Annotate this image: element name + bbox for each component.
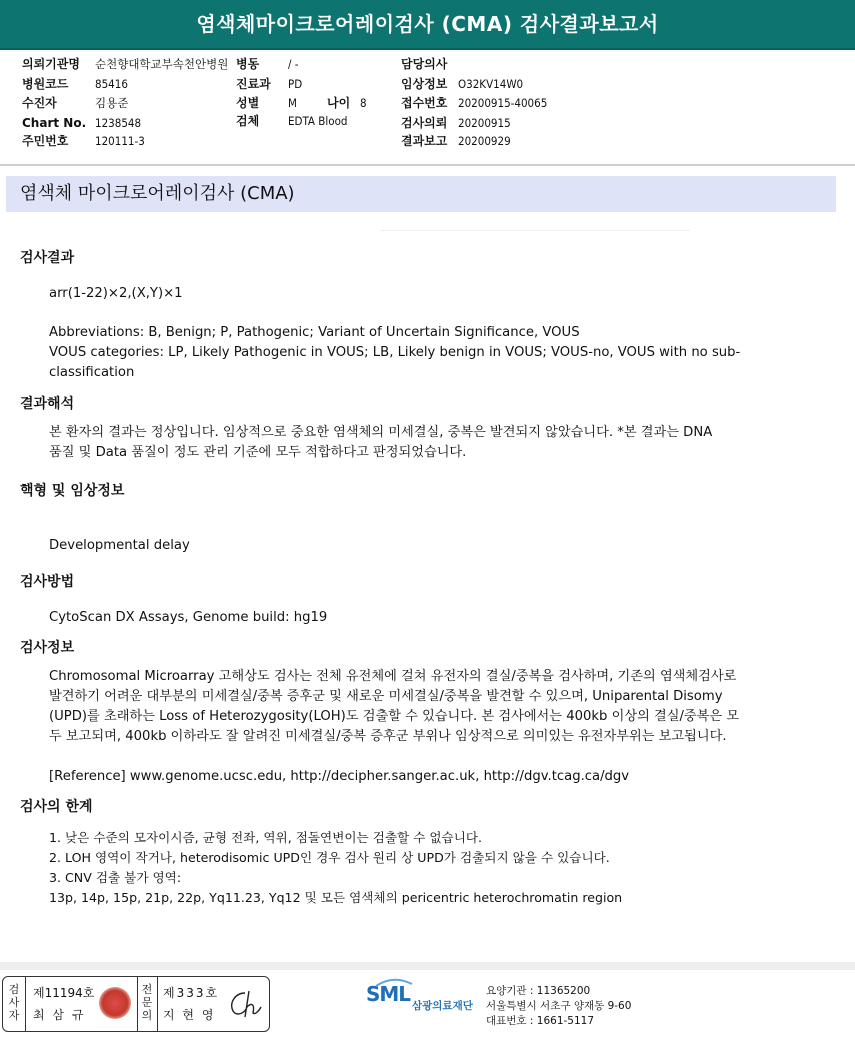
interpretation-heading: 결과해석 xyxy=(20,396,75,412)
method-heading: 검사방법 xyxy=(20,574,75,590)
hospital-value: 순천향대학교부속천안병원 xyxy=(95,57,229,71)
chart-label: Chart No. xyxy=(22,116,87,130)
result-vous-categories: VOUS categories: LP, Likely Pathogenic in VOUS; LB, Likely benign in VOUS; VOUS-no, VOUS with no sub- xyxy=(49,345,741,360)
method-value: CytoScan DX Assays, Genome build: hg19 xyxy=(49,610,328,625)
test-info-reference: [Reference] www.genome.ucsc.edu, http://decipher.sanger.ac.uk, http://dgv.tcag.ca/dgv xyxy=(49,769,630,784)
karyotype-heading: 핵형 및 임상정보 xyxy=(20,483,125,499)
sml-logo-text: SML xyxy=(366,982,411,1006)
sex-label: 성별 xyxy=(236,96,260,110)
test-info-line-4: 두 보고되며, 400kb 이하라도 잘 알려진 미세결실/중복 증후군 부위나 임상적으로 의미있는 유전자부위는 보고됩니다. xyxy=(49,729,727,744)
seal-stamp xyxy=(99,987,131,1019)
name-label: 수진자 xyxy=(22,96,57,110)
specimen-value: EDTA Blood xyxy=(288,114,348,128)
code-label: 병원코드 xyxy=(22,77,69,91)
footer-divider xyxy=(0,962,855,970)
id-label: 주민번호 xyxy=(22,134,69,148)
code-value: 85416 xyxy=(95,77,128,91)
report-title: 염색체마이크로어레이검사 (CMA) 검사결과보고서 xyxy=(196,12,659,36)
chart-value: 1238548 xyxy=(95,116,142,130)
ward-value: / - xyxy=(288,57,299,71)
logo-swoosh-icon xyxy=(374,978,414,988)
ward-label: 병동 xyxy=(236,57,260,71)
result-abbreviations: Abbreviations: B, Benign; P, Pathogenic; Variant of Uncertain Significance, VOUS xyxy=(49,325,580,340)
divider xyxy=(380,230,690,231)
name-value: 김용준 xyxy=(95,96,129,110)
request-label: 검사의뢰 xyxy=(401,116,448,130)
limits-item-2: 2. LOH 영역이 작거나, heterodisomic UPD인 경우 검사 원리 상 UPD가 검출되지 않을 수 있습니다. xyxy=(49,850,610,865)
limits-item-1: 1. 낮은 수준의 모자이시즘, 균형 전좌, 역위, 점돌연변이는 검출할 수 없습니다. xyxy=(49,830,483,845)
lab-contact xyxy=(486,984,631,1029)
limits-heading: 검사의 한계 xyxy=(20,799,93,815)
receipt-value: 20200915-40065 xyxy=(458,96,548,110)
karyotype-value: Developmental delay xyxy=(49,538,190,553)
clinical-value: O32KV14W0 xyxy=(458,77,524,91)
lab-address: 서울특별시 서초구 양재동 9-60 xyxy=(486,1000,632,1012)
test-info-line-2: 발견하기 어려운 대부분의 미세결실/중복 증후군 및 새로운 미세결실/중복을 발견할 수 있으며, Uniparental Disomy xyxy=(49,689,723,704)
result-value: arr(1-22)×2,(X,Y)×1 xyxy=(49,286,183,301)
limits-item-3-detail: 13p, 14p, 15p, 21p, 22p, Yq11.23, Yq12 및 모든 염색체의 pericentric heterochromatin region xyxy=(49,890,623,905)
age-value: 8 xyxy=(360,96,367,110)
result-heading: 검사결과 xyxy=(20,250,75,266)
care-institution-code: 요양기관 : 11365200 xyxy=(486,985,591,997)
dept-value: PD xyxy=(288,77,303,91)
result-vous-categories-cont: classification xyxy=(49,365,135,380)
test-info-heading: 검사정보 xyxy=(20,640,75,656)
header-divider xyxy=(0,164,855,166)
specialist-label: 전 문 의 xyxy=(141,983,153,1022)
receipt-label: 접수번호 xyxy=(401,96,448,110)
dept-label: 진료과 xyxy=(236,77,271,91)
report-header xyxy=(0,0,855,50)
section-title-bar xyxy=(6,176,836,212)
patient-info xyxy=(0,52,855,164)
doctor-label: 담당의사 xyxy=(401,57,448,71)
section-title: 염색체 마이크로어레이검사 (CMA) xyxy=(20,183,295,204)
specimen-label: 검체 xyxy=(236,114,260,128)
tester-name: 최 삼 규 xyxy=(33,1008,86,1022)
lab-phone: 대표번호 : 1661-5117 xyxy=(486,1015,595,1027)
report-date-value: 20200929 xyxy=(458,134,511,148)
interpretation-line-2: 품질 및 Data 품질이 정도 관리 기준에 모두 적합하다고 판정되었습니다. xyxy=(49,445,467,460)
signature-box xyxy=(2,976,270,1032)
interpretation-line-1: 본 환자의 결과는 정상입니다. 임상적으로 중요한 염색체의 미세결실, 중복은 발견되지 않았습니다. *본 결과는 DNA xyxy=(49,425,713,440)
specialist-license-no: 제333호 xyxy=(163,986,220,1000)
test-info-line-1: Chromosomal Microarray 고해상도 검사는 전체 유전체에 걸쳐 유전자의 결실/중복을 검사하며, 기존의 염색체검사로 xyxy=(49,669,737,684)
request-value: 20200915 xyxy=(458,116,511,130)
clinical-label: 임상정보 xyxy=(401,77,448,91)
id-value: 120111-3 xyxy=(95,134,145,148)
tester-label: 검 사 자 xyxy=(8,983,20,1022)
age-label: 나이 xyxy=(327,96,351,110)
tester-license-no: 제11194호 xyxy=(33,986,95,1000)
limits-item-3: 3. CNV 검출 불가 영역: xyxy=(49,870,182,885)
hospital-label: 의뢰기관명 xyxy=(22,57,80,71)
sml-logo-name: 삼광의료재단 xyxy=(412,1000,473,1012)
report-date-label: 결과보고 xyxy=(401,134,448,148)
specialist-name: 지 현 영 xyxy=(163,1008,216,1022)
sex-value: M xyxy=(288,96,297,110)
signature-icon xyxy=(225,987,263,1021)
test-info-line-3: (UPD)를 초래하는 Loss of Heterozygosity(LOH)도 검출할 수 있습니다. 본 검사에서는 400kb 이상의 결실/중복은 모 xyxy=(49,709,740,724)
